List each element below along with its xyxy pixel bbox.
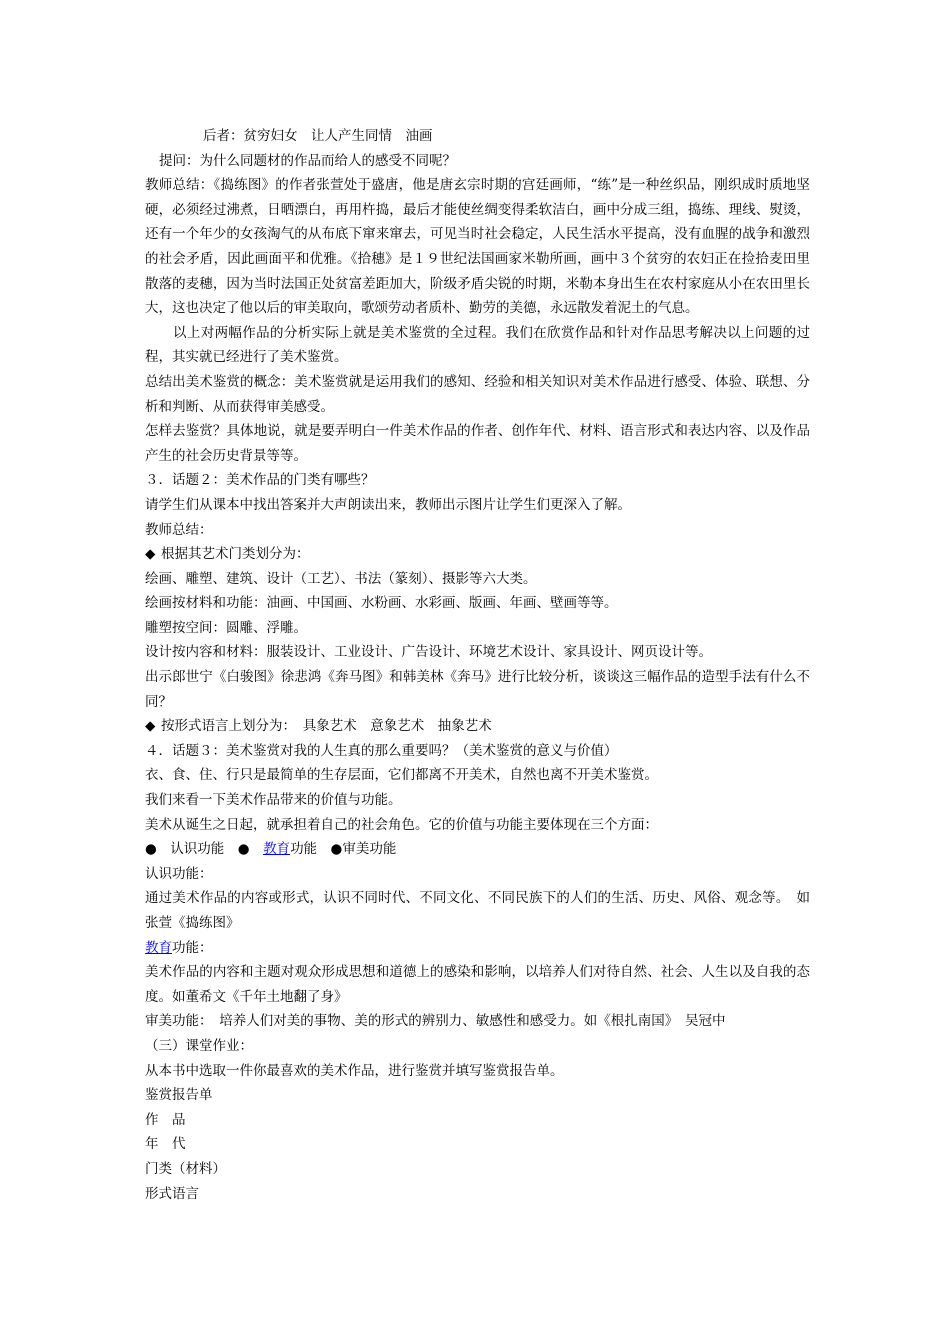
line-question: 提问：为什么同题材的作品而给人的感受不同呢？ [159,152,456,169]
line-report-era: 年 代 [145,1136,186,1153]
line-students-read: 请学生们从课本中找出答案并大声朗读出来，教师出示图片让学生们更深入了解。 [145,496,631,513]
line-three-functions [145,837,810,862]
paragraph-horse-comparison: 出示郎世宁《白骏图》徐悲鸿《奔马图》和韩美林《奔马》进行比较分析，谈谈这三幅作品的造型手法有什么不同？ [145,669,810,710]
paragraph-concept: 总结出美术鉴赏的概念：美术鉴赏就是运用我们的感知、经验和相关知识对美术作品进行感受、体验、联想、分析和判断、从而获得审美感受。 [145,373,810,415]
paragraph-education-function: 美术作品的内容和主题对观众形成思想和道德上的感染和影响，以培养人们对待自然、社会、人生以及自我的态度。如董希文《千年土地翻了身》 [145,964,810,1005]
functions-suffix: 功能 ●审美功能 [290,841,397,858]
line-report-work: 作 品 [145,1111,186,1128]
heading-topic-2: ３．话题２：美术作品的门类有哪些？ [145,472,375,489]
line-report-category: 门类（材料） [145,1160,226,1177]
formal-language-text: 按形式语言上划分为： 具象艺术 意象艺术 抽象艺术 [161,718,492,735]
education-link[interactable]: 教育 [145,939,172,956]
paragraph-how-to-appreciate: 怎样去鉴赏？具体地说，就是要弄明白一件美术作品的作者、创作年代、材料、语言形式和表达内容、以及作品产生的社会历史背景等等。 [145,423,810,464]
heading-topic-3: ４．话题３：美术鉴赏对我的人生真的那么重要吗？（美术鉴赏的意义与价值） [145,742,618,759]
paragraph-analysis: 以上对两幅作品的分析实际上就是美术鉴赏的全过程。我们在欣赏作品和针对作品思考解决以上问题的过程，其实就已经进行了美术鉴赏。 [145,324,810,366]
line-formal-language [145,714,810,739]
line-basic-living: 衣、食、住、行只是最简单的生存层面，它们都离不开美术，自然也离不开美术鉴赏。 [145,767,658,784]
diamond-bullet-icon: ◆ [145,718,156,735]
paragraph-cognitive-function: 通过美术作品的内容或形式，认识不同时代、不同文化、不同民族下的人们的生活、历史、风俗、观念等。 如张萱《捣练图》 [145,890,810,931]
functions-prefix: ● 认识功能 ● [145,841,264,858]
heading-classwork: （三）课堂作业： [145,1037,253,1054]
paragraph-teacher-summary: 教师总结：《捣练图》的作者张萱处于盛唐，他是唐玄宗时期的宫廷画师，“练”是一种丝织品，刚织成时质地坚硬，必须经过沸煮，日晒漂白，再用杵捣，最后才能使丝绸变得柔软洁白，画中分成三组，捣练、理线、熨烫，还有一个年少的女孩淘气的从布底下窜来窜去，可见当时社会稳定，人民生活水平提高，没有血腥的战争和激烈的社会矛盾，因此画面平和优雅。《拾穗》是１９世纪法国画家米勒所画，画中３个贫穷的农妇正在捡拾麦田里散落的麦穗，因为当时法国正处贫富差距加大，阶级矛盾尖锐的时期，米勒本身出生在农村家庭从小在农田里长大，这也决定了他以后的审美取向，歌颂劳动者质朴、勤劳的美德，永远散发着泥土的气息。 [145,177,810,317]
education-function-suffix: 功能： [172,939,213,956]
line-aesthetic-function: 审美功能： 培养人们对美的事物、美的形式的辨别力、敏感性和感受力。如《根扎南国》 吴冠中 [145,1013,726,1030]
line-design-types: 设计按内容和材料：服装设计、工业设计、广告设计、环境艺术设计、家具设计、网页设计等。 [145,644,712,661]
diamond-bullet-icon: ◆ [145,546,156,563]
line-sculpture-types: 雕塑按空间：圆雕、浮雕。 [145,619,307,636]
document-body [145,124,810,1206]
line-teacher-summary-label: 教师总结： [145,521,213,538]
heading-cognitive-function: 认识功能： [145,865,213,882]
line-painting-types: 绘画按材料和功能：油画、中国画、水粉画、水彩画、版画、年画、壁画等等。 [145,595,618,612]
line-report-title: 鉴赏报告单 [145,1087,213,1104]
education-link[interactable]: 教育 [263,841,291,858]
line-value-function: 我们来看一下美术作品带来的价值与功能。 [145,792,402,809]
line-social-role: 美术从诞生之日起，就承担着自己的社会角色。它的价值与功能主要体现在三个方面： [145,816,658,833]
line-classwork-task: 从本书中选取一件你最喜欢的美术作品，进行鉴赏并填写鉴赏报告单。 [145,1062,564,1079]
line-six-categories: 绘画、雕塑、建筑、设计（工艺）、书法（篆刻）、摄影等六大类。 [145,570,537,587]
art-categories-text: 根据其艺术门类划分为： [161,546,310,563]
line-latter-painting: 后者：贫穷妇女 让人产生同情 油画 [203,128,433,144]
line-art-categories [145,542,810,567]
heading-education-function [145,936,810,961]
line-report-form: 形式语言 [145,1185,199,1202]
